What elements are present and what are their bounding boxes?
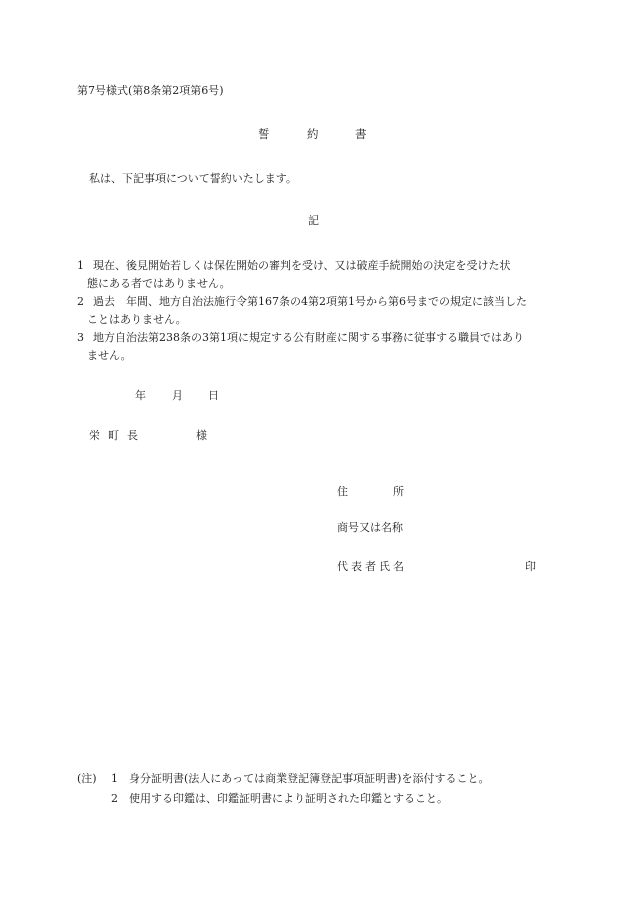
item-text-continued: 態にある者ではありません。 <box>87 277 231 290</box>
item-text-continued: ません。 <box>87 349 132 362</box>
item-text: 現在、後見開始若しくは保佐開始の審判を受け、又は破産手続開始の決定を受けた状 <box>93 259 511 272</box>
form-number: 第7号様式(第8条第2項第6号) <box>77 84 224 97</box>
date-day-label: 日 <box>208 389 219 402</box>
address-field-label <box>337 486 404 497</box>
item-number: 3 <box>77 331 84 344</box>
title-char-2: 約 <box>307 127 319 141</box>
item-number: 1 <box>77 259 84 272</box>
note-text: 使用する印鑑は、印鑑証明書により証明された印鑑とすること。 <box>129 792 448 805</box>
representative-name-label: 代表者氏名 <box>337 560 407 573</box>
address-label-char-1: 住 <box>337 485 348 498</box>
address-label-char-2: 所 <box>393 485 404 498</box>
note-text: 身分証明書(法人にあっては商業登記簿登記事項証明書)を添付すること。 <box>129 772 490 785</box>
pledge-item <box>77 329 557 365</box>
company-name-field-label: 商号又は名称 <box>337 521 403 534</box>
date-line <box>135 390 219 401</box>
addressee-honorific: 様 <box>196 429 207 442</box>
ki-heading: 記 <box>308 214 319 227</box>
note-row <box>77 789 489 809</box>
item-text: 過去 年間、地方自治法施行令第167条の4第2項第1号から第6号までの規定に該当した <box>93 295 527 308</box>
item-number: 2 <box>77 295 84 308</box>
date-year-label: 年 <box>135 389 146 402</box>
item-text: 地方自治法第238条の3第1項に規定する公有財産に関する事務に従事する職員ではあり <box>93 331 524 344</box>
document-title <box>258 129 367 141</box>
addressee <box>89 430 207 441</box>
seal-mark-label: 印 <box>525 560 536 573</box>
title-char-3: 書 <box>355 127 367 141</box>
addressee-town-mayor: 栄町長 <box>89 429 146 442</box>
title-char-1: 誓 <box>258 127 270 141</box>
intro-statement: 私は、下記事項について誓約いたします。 <box>89 172 297 185</box>
item-text-continued: ことはありません。 <box>87 313 187 326</box>
pledge-item <box>77 257 557 293</box>
note-row <box>77 769 489 789</box>
pledge-item <box>77 293 557 329</box>
date-month-label: 月 <box>172 389 183 402</box>
note-number: 2 <box>111 792 118 805</box>
note-number: 1 <box>111 772 118 785</box>
notes-heading: (注) <box>77 772 97 785</box>
representative-field <box>337 561 536 572</box>
notes-section <box>77 769 489 809</box>
